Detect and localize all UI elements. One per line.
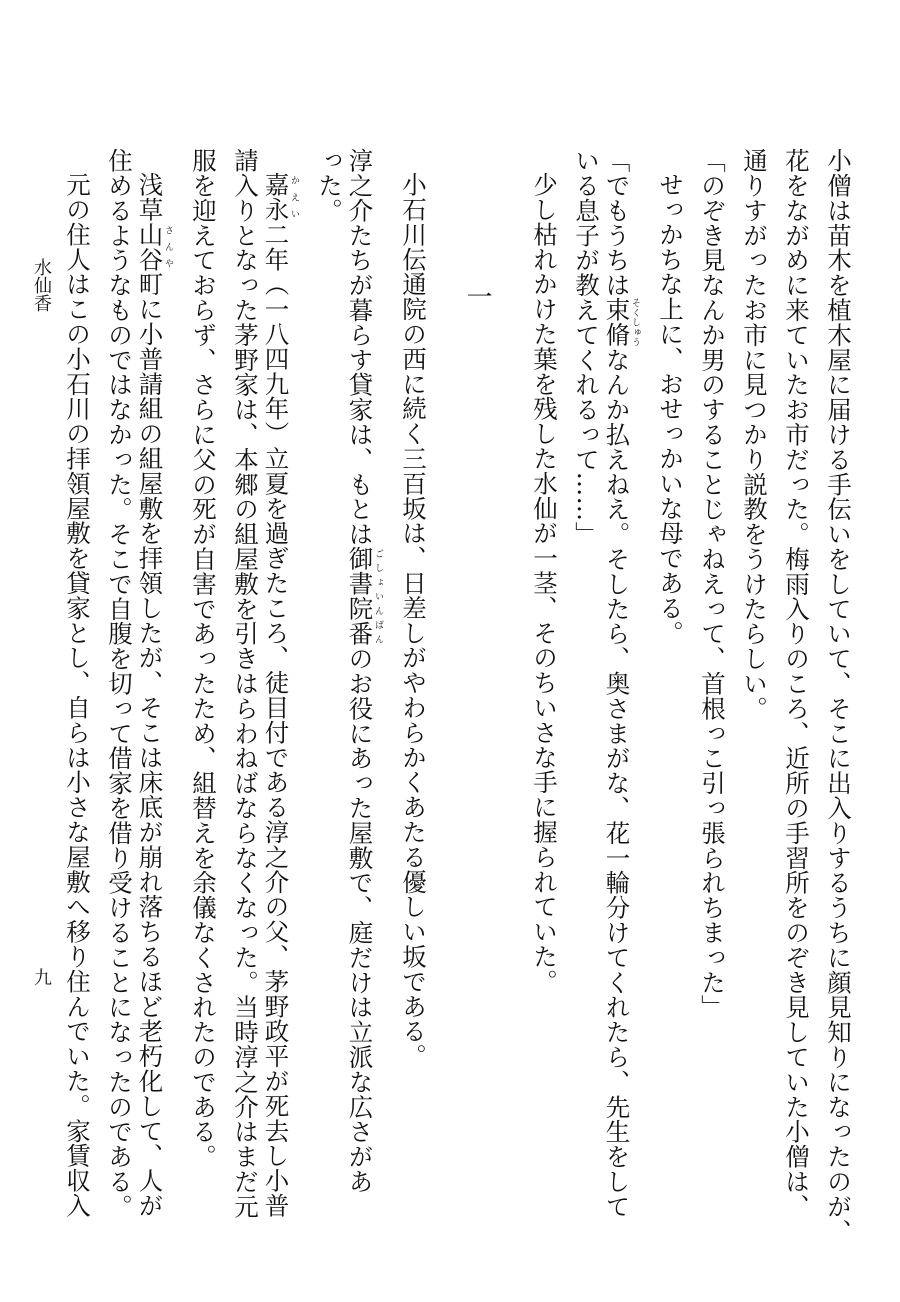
column-text: 「でもうちは xyxy=(602,148,632,298)
text-column-ruby xyxy=(137,172,173,1218)
text-column xyxy=(742,148,767,721)
text-body xyxy=(63,148,853,1244)
column-text: せっかちな上に、おせっかいな母である。 xyxy=(656,172,685,646)
text-column-ruby xyxy=(263,172,299,1218)
text-column xyxy=(65,172,90,1218)
column-text: なんか払えねえ。そしたら、奥さまがな、花一輪分けてくれたら、先生をして xyxy=(602,347,632,1219)
page-number: 九 xyxy=(31,968,52,986)
column-text: 小石川伝通院の西に続く三百坂は、日差しがやわらかくあたる優しい坂である。 xyxy=(399,172,428,1069)
column-text: った。 xyxy=(315,148,344,223)
ruby-base: 御書院番 xyxy=(345,546,375,647)
column-text: 花をながめに来ていたお市だった。梅雨入りのころ、近所の手習所をのぞき見していた小僧は、 xyxy=(782,148,811,1219)
text-column xyxy=(700,148,725,1020)
column-text: 二年（一八四九年）立夏を過ぎたころ、徒目付である淳之介の父、茅野政平が死去し小普 xyxy=(261,221,291,1218)
column-text: 小僧は苗木を植木屋に届ける手伝いをしていて、そこに出入りするうちに顔見知りになったのが、 xyxy=(824,148,853,1244)
ruby-base: 山谷 xyxy=(135,221,165,272)
text-column xyxy=(658,172,683,645)
ruby-annotation xyxy=(345,546,383,647)
column-text: いる息子が教えてくれるって……」 xyxy=(572,148,601,547)
text-column xyxy=(826,148,851,1244)
column-text: 町に小普請組の組屋敷を拝領したが、そこは床底が崩れ落ちるほど老朽化して、人が xyxy=(135,271,165,1218)
text-column xyxy=(532,172,557,994)
ruby-annotation xyxy=(602,297,640,348)
column-text: 元の住人はこの小石川の拝領屋敷を貸家とし、自らは小さな屋敷へ移り住んでいた。家賃収入 xyxy=(63,172,92,1218)
column-text: 住めるようなものではなかった。そこで自腹を切って借家を借り受けることになったのである。 xyxy=(105,148,134,1219)
text-column xyxy=(574,148,599,546)
text-column xyxy=(317,148,342,223)
text-column-ruby xyxy=(604,148,640,1219)
text-column-ruby xyxy=(347,148,383,1194)
ruby-annotation xyxy=(261,172,299,222)
ruby-base: 束脩 xyxy=(602,297,632,348)
column-text: 「のぞき見なんか男のすることじゃねえって、首根っこ引っ張られちまった」 xyxy=(698,148,727,1020)
column-text: 少し枯れかけた葉を残した水仙が一茎、そのちいさな手に握られていた。 xyxy=(530,172,559,994)
ruby-base: 嘉永 xyxy=(261,172,291,222)
text-column xyxy=(191,148,216,1169)
ruby-reading: ごしょいんばん xyxy=(373,546,383,647)
column-text: 服を迎えておらず、さらに父の死が自害であったため、組替えを余儀なくされたのである。 xyxy=(189,148,218,1169)
column-text: のお役にあった屋敷で、庭だけは立派な広さがあ xyxy=(345,646,375,1194)
ruby-reading: さんや xyxy=(163,221,173,272)
column-text: 浅草 xyxy=(135,172,165,222)
ruby-reading: そくしゅう xyxy=(630,297,640,348)
text-column xyxy=(401,172,426,1068)
ruby-annotation xyxy=(135,221,173,272)
section-number: 一 xyxy=(462,283,492,309)
text-column xyxy=(107,148,132,1219)
column-text: 淳之介たちが暮らす貸家は、もとは xyxy=(345,148,375,547)
column-text: 通りすがったお市に見つかり説教をうけたらしい。 xyxy=(740,148,769,721)
text-column xyxy=(784,148,809,1219)
text-column xyxy=(233,148,258,1219)
running-head-title: 水仙香 xyxy=(31,258,52,312)
column-text: 請入りとなった茅野家は、本郷の組屋敷を引きはらわねばならなくなった。当時淳之介はまだ元 xyxy=(231,148,260,1219)
ruby-reading: かえい xyxy=(289,172,299,222)
